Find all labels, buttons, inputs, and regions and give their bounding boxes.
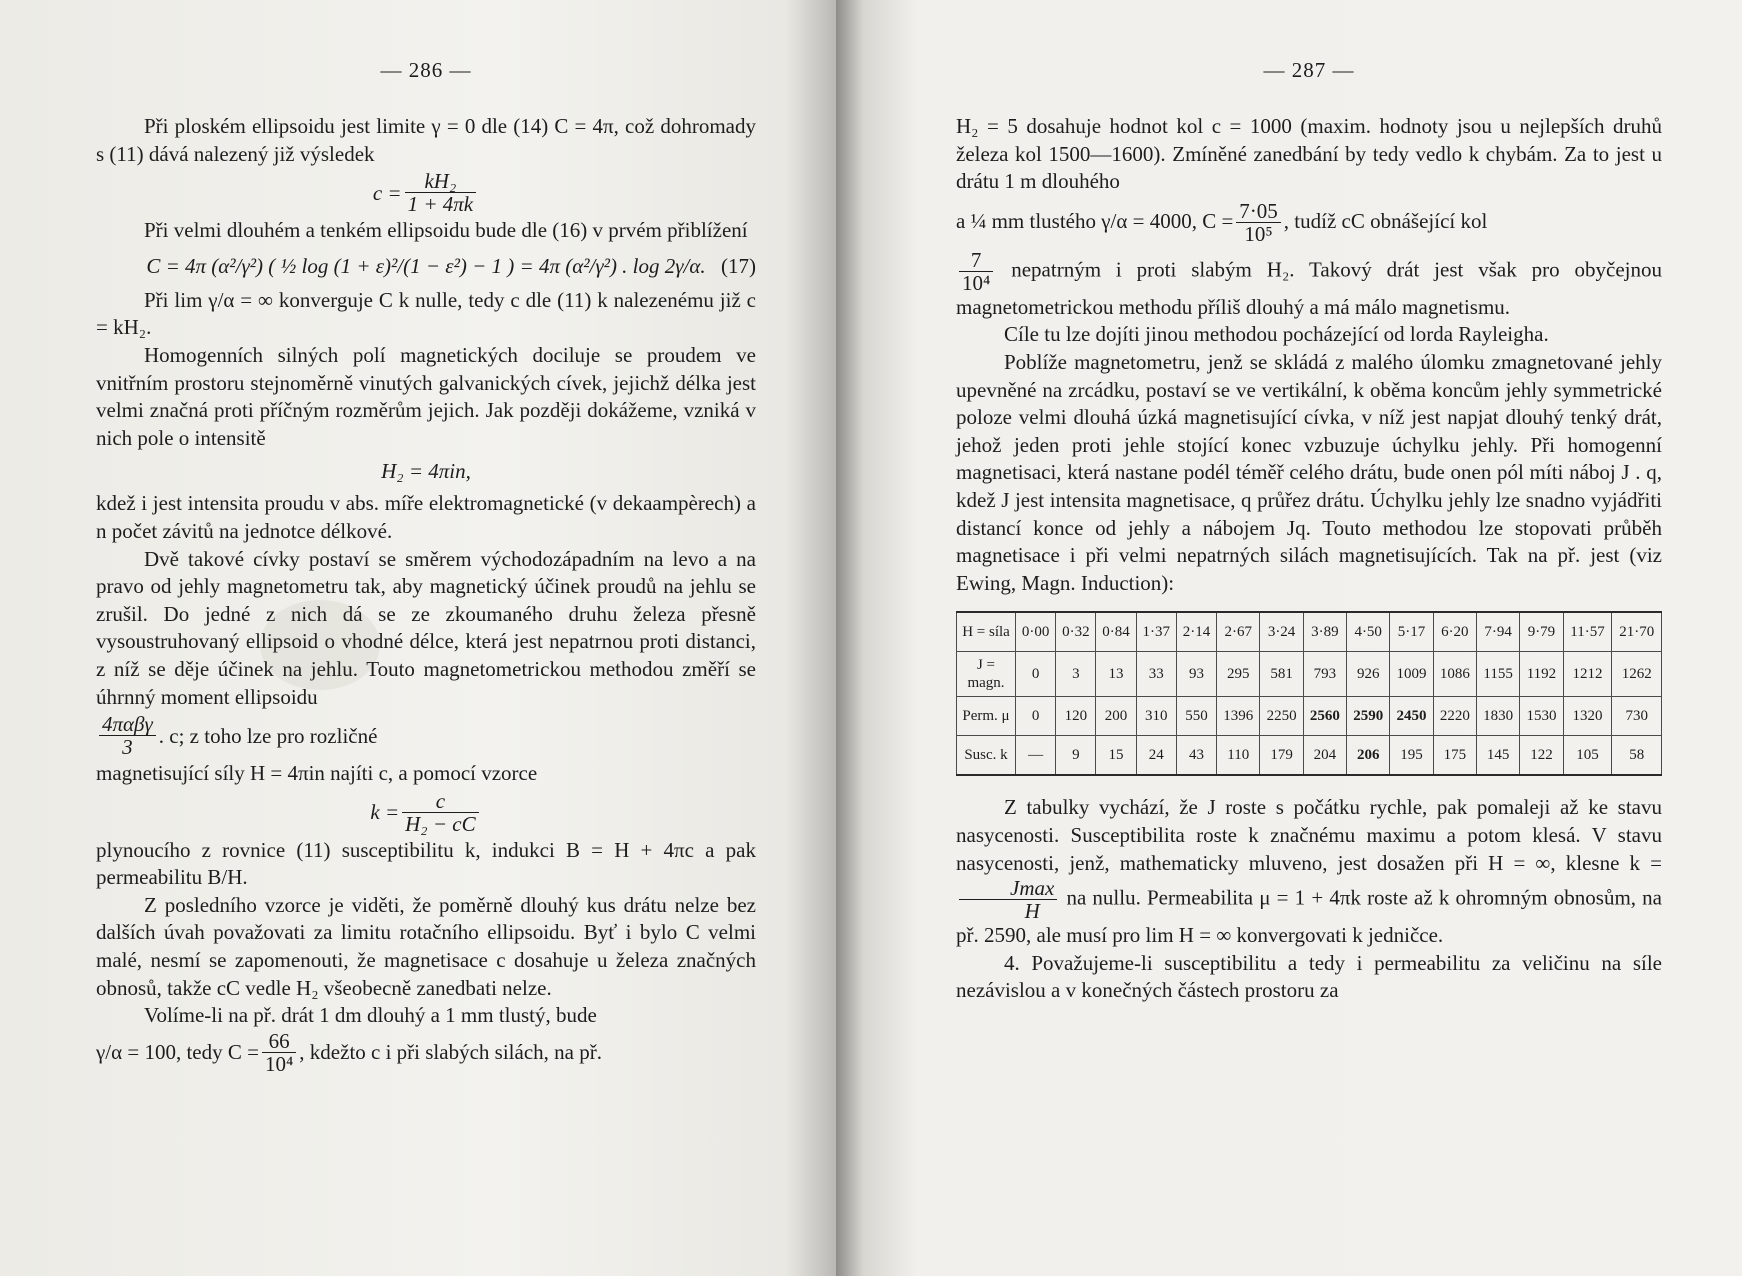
table-cell: 550 [1176,697,1216,736]
table-cell: 310 [1136,697,1176,736]
table-cell: 730 [1612,697,1662,736]
equation-lhs: c = [372,180,402,205]
table-cell: 204 [1303,736,1346,776]
magnetisation-table [956,611,1662,776]
fraction-denominator: 10⁴ [264,1051,294,1076]
table-cell: 1262 [1612,652,1662,697]
paragraph: 4. Považujeme-li susceptibilitu a tedy i permeabilitu za veličinu na síle nezávislou a v konečných částech prostoru za [956,950,1662,1003]
table-cell: 926 [1347,652,1390,697]
paper-stain [260,600,380,690]
fraction-numerator: 4παβγ [99,713,156,736]
table-cell: 1155 [1476,652,1519,697]
table-cell: 1086 [1433,652,1476,697]
row-label: H = síla [957,612,1016,652]
paragraph: Při velmi dlouhém a tenkém ellipsoidu bude dle (16) v prvém přiblížení [144,218,748,243]
table-cell: 0·84 [1096,612,1136,652]
fraction-numerator: c [402,790,478,813]
paragraph [956,794,1662,949]
text-run: , kdežto c i při slabých silách, na př. [299,1039,602,1064]
fraction-denominator: H [1024,899,1040,924]
table-cell: 0 [1016,652,1056,697]
table-cell: 200 [1096,697,1136,736]
fraction [402,790,478,835]
fraction [1236,200,1281,245]
table-cell: 1·37 [1136,612,1176,652]
table-cell: 93 [1176,652,1216,697]
moment-formula [96,713,756,758]
table-cell: 5·17 [1390,612,1433,652]
table-body [957,612,1662,775]
table-cell: 175 [1433,736,1476,776]
table-cell: 9 [1056,736,1096,776]
paragraph: Volíme-li na př. drát 1 dm dlouhý a 1 mm tlustý, bude [144,1003,597,1028]
left-page [0,0,836,1276]
fraction [99,713,156,758]
table-row [957,697,1662,736]
fraction [959,249,993,294]
table-cell: 2·67 [1217,612,1260,652]
equation [96,170,756,215]
equation [96,790,756,835]
equation-17 [96,253,756,279]
row-label: J = magn. [957,652,1016,697]
paragraph: H₂ = 5 dosahuje hodnot kol c = 1000 (maxim. hodnoty jsou u nejlepších druhů železa kol 1500—1600). Zmíněné zanedbání by tedy vedlo k chybám. Za to jest u drátu 1 m dlouhého [956,114,1662,194]
table-cell: 2220 [1433,697,1476,736]
table-cell: 120 [1056,697,1096,736]
paragraph: kdež i jest intensita proudu v abs. míře elektromagnetické (v dekaampèrech) a n počet závitů na jednotce délkové. [96,491,756,543]
table-cell: 3·89 [1303,612,1346,652]
table-cell: 43 [1176,736,1216,776]
text-run: , tudíž cC obnášející kol [1283,209,1488,234]
row-label: Perm. μ [957,697,1016,736]
table-cell: 1009 [1390,652,1433,697]
paragraph: Homogenních silných polí magnetických dociluje se proudem ve vnitřním prostoru stejnoměrně vinutých galvanických cívek, jejichž délka jest velmi značná proti příčným rozměrům jejich. Jak později dokážeme, vzniká v nich pole o intensitě [96,342,756,450]
table-cell: 1396 [1217,697,1260,736]
text-run: na nullu. Permeabilita μ = 1 + 4πk roste až k ohromným obnosům, na př. 2590, ale musí pro lim H = ∞ konvergovati k jedničce. [956,885,1663,948]
fraction-denominator: 10⁵ [1244,221,1273,246]
paragraph: plynoucího z rovnice (11) susceptibilitu k, indukci B = H + 4πc a pak permeabilitu B/H. [96,837,756,890]
table-cell: 1212 [1563,652,1612,697]
table-cell: 145 [1476,736,1519,776]
table-cell: 13 [1096,652,1136,697]
table-cell: 2560 [1303,697,1346,736]
table-row [957,736,1662,776]
table-cell: 195 [1390,736,1433,776]
table-row [957,652,1662,697]
fraction-numerator: kH₂ [405,170,477,193]
equation-body: C = 4π (α²/γ²) ( ½ log (1 + ε)²/(1 − ε²) − 1 ) = 4π (α²/γ²) . log 2γ/α. [146,253,706,278]
paragraph: Dvě takové cívky postaví se směrem východozápadním na levo a na pravo od jehly magnetometru tak, aby magnetický účinek proudů na jehlu se zrušil. Do jedné z nich dá se ze zkoumaného druhu železa přesně vysoustruhovaný ellipsoid o vhodné délce, která jest nepatrnou proti distanci, z níž se děje účinek na jehlu. Touto magnetometrickou methodou změří se úhrnný moment ellipsoidu [96,546,756,709]
fraction-denominator: 1 + 4πk [407,192,474,217]
text-run: nepatrným i proti slabým H₂. Takový drát jest však pro obyčejnou magnetometrickou methodu příliš dlouhý a má málo magnetismu. [956,257,1663,319]
fraction-denominator: 10⁴ [962,270,991,295]
fraction-numerator: 7 [959,249,993,272]
fraction [959,877,1057,922]
table-cell: 24 [1136,736,1176,776]
fraction-denominator: 3 [122,735,133,760]
page-number: — 286 — [380,58,472,82]
equation-number: (17) [721,253,756,278]
right-page [836,0,1742,1276]
table-cell: 7·94 [1476,612,1519,652]
fraction-numerator: 7·05 [1236,200,1281,223]
table-cell: 1830 [1476,697,1519,736]
fraction [405,170,477,215]
table-cell: 2450 [1390,697,1433,736]
table-cell: 58 [1612,736,1662,776]
table-cell: 1320 [1563,697,1612,736]
table-cell: 1530 [1520,697,1563,736]
table-cell: 110 [1217,736,1260,776]
table-cell: 179 [1260,736,1303,776]
table-cell: — [1016,736,1056,776]
table-cell: 11·57 [1563,612,1612,652]
table-cell: 3·24 [1260,612,1303,652]
formula-tail: . c; z toho lze pro rozličné [158,723,378,748]
table-cell: 2590 [1347,697,1390,736]
text-run: Z tabulky vychází, že J roste s počátku rychle, pak pomaleji až ke stavu nasycenosti. Susceptibilita roste k značnému maximu a potom klesá. V stavu nasycenosti, jenž, mathematicky mluveno, jest dosažen při H = ∞, klesne k = [956,795,1662,875]
table-row [957,612,1662,652]
table-cell: 0 [1016,697,1056,736]
fraction-numerator: Jmax [959,877,1057,900]
paragraph: Poblíže magnetometru, jenž se skládá z malého úlomku zmagnetované jehly upevněné na zrcádku, postaví se ve vertikální, k oběma koncům jehly symmetrické poloze velmi dlouhá úzká magnetisující cívka, v níž jest napjat dlouhý tenký drát, jehož jeden proti jehle stojící konec vzbuzuje úchylku jehly. Při homogenní magnetisaci, která nastane podél téměř celého drátu, bude onen pól míti náboj J . q, kdež J jest intensita magnetisace, q průřez drátu. Úchylku jehly lze snadno vyjádřiti distancí konce od jehly a nábojem Jq. Touto methodou lze stopovati průběh magnetisace i při velmi nepatrných silách magnetisujících. Tak na př. jest (viz Ewing, Magn. Induction): [956,349,1662,595]
page-number: — 287 — [1263,58,1355,82]
paragraph: magnetisující síly H = 4πin najíti c, a pomocí vzorce [96,761,538,786]
table-cell: 0·32 [1056,612,1096,652]
table-cell: 0·00 [1016,612,1056,652]
paragraph: Při ploském ellipsoidu jest limite γ = 0 dle (14) C = 4π, což dohromady s (11) dává nalezený již výsledek [96,114,756,166]
fraction-denominator: H₂ − cC [405,811,476,836]
text-run: γ/α = 100, tedy C = [96,1039,259,1064]
table-cell: 33 [1136,652,1176,697]
table-cell: 21·70 [1612,612,1662,652]
paragraph: Při lim γ/α = ∞ konverguje C k nulle, tedy c dle (11) k nalezenému již c = kH₂. [96,287,756,340]
row-label: Susc. k [957,736,1016,776]
table-cell: 122 [1520,736,1563,776]
paragraph [96,1030,756,1075]
table-cell: 1192 [1520,652,1563,697]
table-cell: 105 [1563,736,1612,776]
table-cell: 4·50 [1347,612,1390,652]
table-cell: 206 [1347,736,1390,776]
text-run: a ¼ mm tlustého γ/α = 4000, C = [956,209,1234,234]
table-cell: 3 [1056,652,1096,697]
table-cell: 581 [1260,652,1303,697]
table-cell: 6·20 [1433,612,1476,652]
fraction-numerator: 66 [262,1030,296,1053]
equation-lhs: k = [370,800,400,825]
table-cell: 9·79 [1520,612,1563,652]
paragraph [956,249,1662,322]
table-cell: 15 [1096,736,1136,776]
paragraph [956,200,1662,245]
table-cell: 2250 [1260,697,1303,736]
paragraph: Cíle tu lze dojíti jinou methodou pocházející od lorda Rayleigha. [1004,322,1549,347]
paragraph: Z posledního vzorce je viděti, že poměrně dlouhý kus drátu nelze bez dalších úvah považovati za limitu rotačního ellipsoidu. Byť i bylo C velmi malé, nesmí se zapomenouti, že magnetisace c dosahuje u železa značných obnosů, takže cC vedle H₂ všeobecně zanedbati nelze. [96,892,756,1000]
table-cell: 295 [1217,652,1260,697]
fraction [262,1030,296,1075]
table-cell: 2·14 [1176,612,1216,652]
equation: H₂ = 4πin, [381,459,471,484]
table-cell: 793 [1303,652,1346,697]
